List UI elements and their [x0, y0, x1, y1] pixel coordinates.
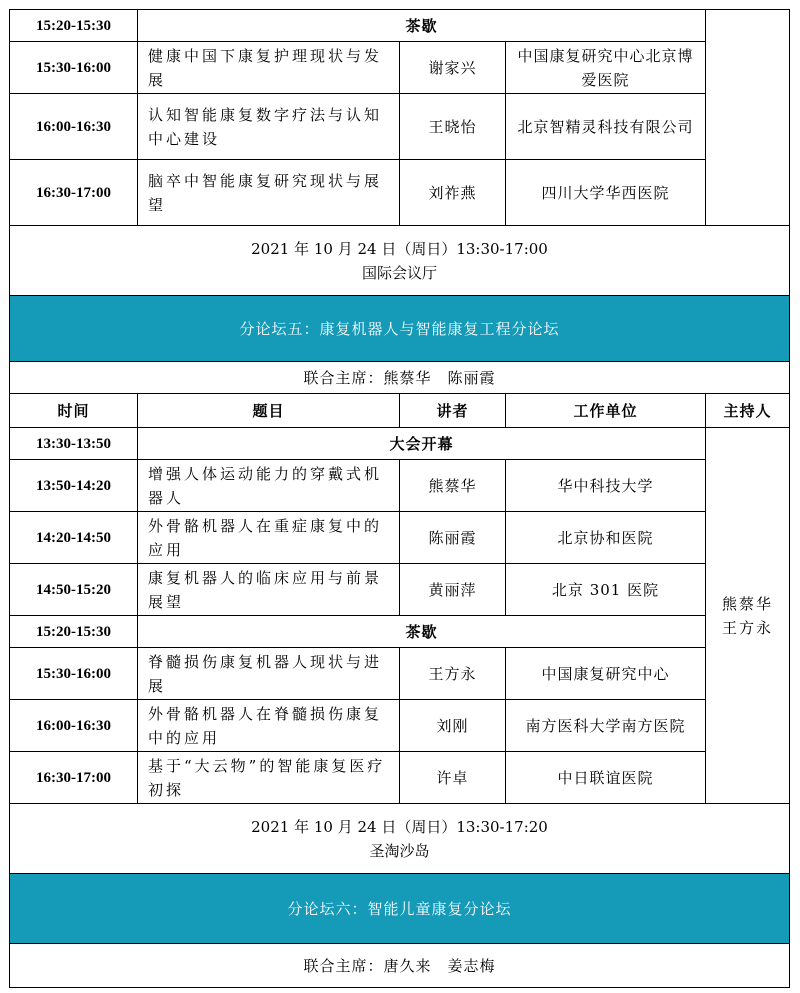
header-host: 主持人: [706, 394, 790, 428]
break-cell: 茶歇: [138, 10, 706, 42]
topic-cell: 脑卒中智能康复研究现状与展望: [138, 160, 400, 226]
chairs-row: [10, 362, 790, 394]
speaker-cell: 王方永: [400, 648, 506, 700]
time-cell: 14:20-14:50: [10, 512, 138, 564]
table-row: [10, 512, 790, 564]
speaker-cell: 黄丽萍: [400, 564, 506, 616]
break-cell: 茶歇: [138, 616, 706, 648]
session-title: 分论坛六：智能儿童康复分论坛: [10, 874, 790, 944]
table-row: [10, 10, 790, 42]
host-cell-empty: [706, 10, 790, 226]
speaker-cell: 刘刚: [400, 700, 506, 752]
org-cell: 四川大学华西医院: [506, 160, 706, 226]
speaker-cell: 谢家兴: [400, 42, 506, 94]
topic-cell: 健康中国下康复护理现状与发展: [138, 42, 400, 94]
topic-cell: 基于“大云物”的智能康复医疗初探: [138, 752, 400, 804]
table-row: [10, 700, 790, 752]
topic-cell: 认知智能康复数字疗法与认知中心建设: [138, 94, 400, 160]
table-row: [10, 564, 790, 616]
topic-cell: 外骨骼机器人在脊髓损伤康复中的应用: [138, 700, 400, 752]
host-cell: [706, 428, 790, 804]
session-venue: 圣淘沙岛: [369, 841, 430, 860]
time-cell: 16:00-16:30: [10, 94, 138, 160]
host-name: 王方永: [722, 618, 774, 637]
table-row: [10, 42, 790, 94]
host-name: 熊蔡华: [722, 594, 774, 613]
table-row: [10, 752, 790, 804]
time-cell: 15:30-16:00: [10, 42, 138, 94]
org-cell: 北京智精灵科技有限公司: [506, 94, 706, 160]
table-row: [10, 460, 790, 512]
topic-cell: 康复机器人的临床应用与前景展望: [138, 564, 400, 616]
topic-cell: 增强人体运动能力的穿戴式机器人: [138, 460, 400, 512]
header-speaker: 讲者: [400, 394, 506, 428]
topic-cell: 脊髓损伤康复机器人现状与进展: [138, 648, 400, 700]
session-info-cell: [10, 804, 790, 874]
speaker-cell: 王晓怡: [400, 94, 506, 160]
org-cell: 北京 301 医院: [506, 564, 706, 616]
time-cell: 16:30-17:00: [10, 160, 138, 226]
table-row: [10, 428, 790, 460]
session-chairs: 联合主席：唐久来 姜志梅: [10, 944, 790, 988]
speaker-cell: 陈丽霞: [400, 512, 506, 564]
org-cell: 南方医科大学南方医院: [506, 700, 706, 752]
session-chairs: 联合主席：熊蔡华 陈丽霞: [10, 362, 790, 394]
session-title: 分论坛五：康复机器人与智能康复工程分论坛: [10, 296, 790, 362]
org-cell: 华中科技大学: [506, 460, 706, 512]
speaker-cell: 许卓: [400, 752, 506, 804]
org-cell: 中国康复研究中心北京博爱医院: [506, 42, 706, 94]
time-cell: 14:50-15:20: [10, 564, 138, 616]
time-cell: 15:20-15:30: [10, 616, 138, 648]
session-banner-row: [10, 296, 790, 362]
table-row: [10, 648, 790, 700]
time-cell: 13:30-13:50: [10, 428, 138, 460]
session-banner-row: [10, 874, 790, 944]
org-cell: 中国康复研究中心: [506, 648, 706, 700]
session-info-row: [10, 226, 790, 296]
org-cell: 中日联谊医院: [506, 752, 706, 804]
chairs-row: [10, 944, 790, 988]
break-cell: 大会开幕: [138, 428, 706, 460]
table-row: [10, 94, 790, 160]
time-cell: 16:00-16:30: [10, 700, 138, 752]
time-cell: 13:50-14:20: [10, 460, 138, 512]
speaker-cell: 刘祚燕: [400, 160, 506, 226]
time-cell: 15:30-16:00: [10, 648, 138, 700]
header-org: 工作单位: [506, 394, 706, 428]
table-row: [10, 160, 790, 226]
time-cell: 16:30-17:00: [10, 752, 138, 804]
time-cell: 15:20-15:30: [10, 10, 138, 42]
topic-cell: 外骨骼机器人在重症康复中的应用: [138, 512, 400, 564]
session-info-row: [10, 804, 790, 874]
header-time: 时间: [10, 394, 138, 428]
org-cell: 北京协和医院: [506, 512, 706, 564]
table-row: [10, 616, 790, 648]
header-row: [10, 394, 790, 428]
session-datetime: 2021 年 10 月 24 日（周日）13:30-17:00: [251, 239, 548, 258]
session-info-cell: [10, 226, 790, 296]
header-topic: 题目: [138, 394, 400, 428]
session-venue: 国际会议厅: [362, 263, 438, 282]
schedule-table: [9, 9, 790, 988]
session-datetime: 2021 年 10 月 24 日（周日）13:30-17:20: [251, 817, 548, 836]
speaker-cell: 熊蔡华: [400, 460, 506, 512]
